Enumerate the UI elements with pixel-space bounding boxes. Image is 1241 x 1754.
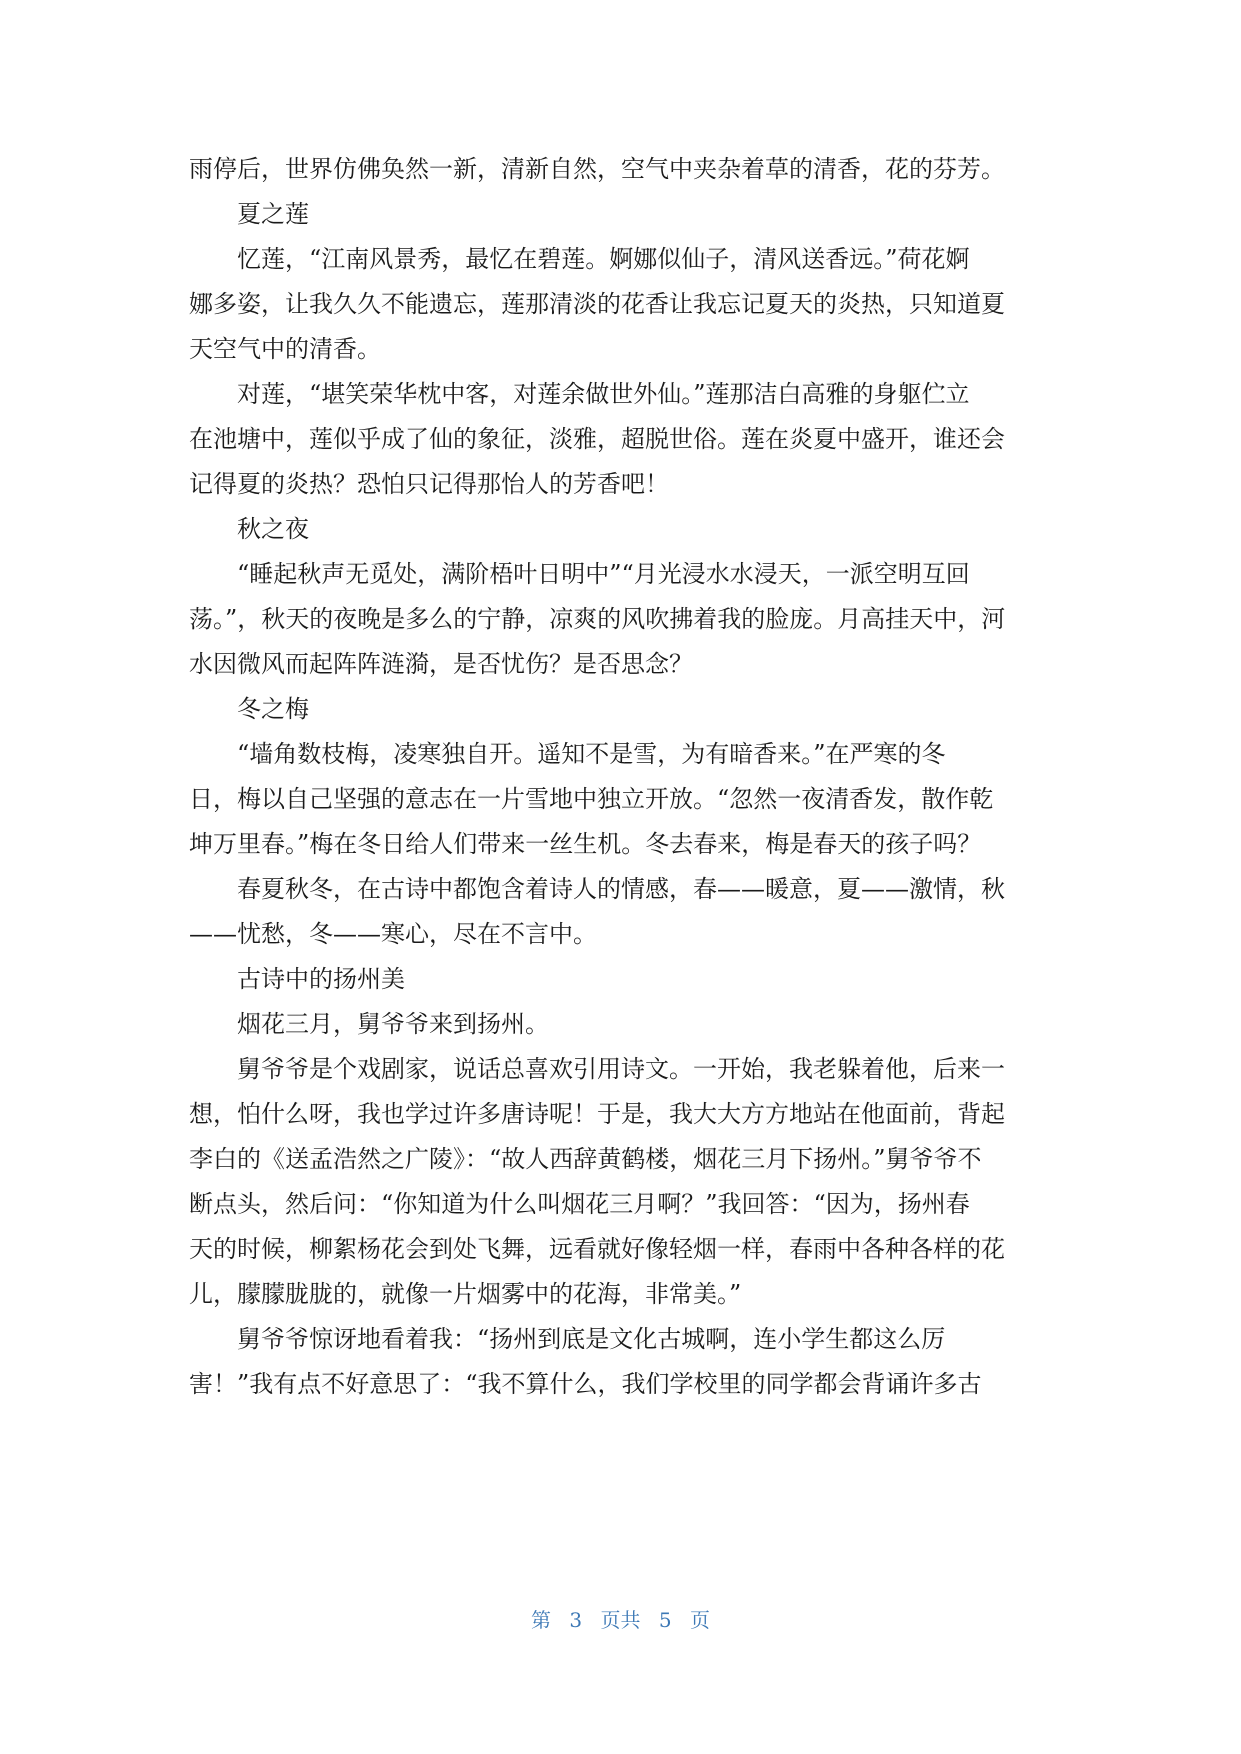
page-footer bbox=[0, 1604, 1241, 1633]
text-line: 断点头，然后问：“你知道为什么叫烟花三月啊？”我回答：“因为，扬州春 bbox=[189, 1190, 970, 1218]
text-line: 天的时候，柳絮杨花会到处飞舞，远看就好像轻烟一样，春雨中各种各样的花 bbox=[189, 1235, 1005, 1263]
text-line: 日，梅以自己坚强的意志在一片雪地中独立开放。“忽然一夜清香发，散作乾 bbox=[189, 785, 994, 813]
text-line: 春夏秋冬，在古诗中都饱含着诗人的情感，春——暖意，夏——激情，秋 bbox=[237, 875, 1005, 903]
footer-total-pages: 5 bbox=[658, 1608, 672, 1632]
text-line: 烟花三月，舅爷爷来到扬州。 bbox=[237, 1010, 549, 1038]
text-line: “睡起秋声无觅处，满阶梧叶日明中”“月光浸水水浸天，一派空明互回 bbox=[237, 560, 970, 588]
footer-label-page: 第 bbox=[531, 1608, 552, 1632]
text-line: 舅爷爷惊讶地看着我：“扬州到底是文化古城啊，连小学生都这么厉 bbox=[237, 1325, 946, 1353]
text-line: “墙角数枝梅，凌寒独自开。遥知不是雪，为有暗香来。”在严寒的冬 bbox=[237, 740, 946, 768]
text-line: 舅爷爷是个戏剧家，说话总喜欢引用诗文。一开始，我老躲着他，后来一 bbox=[237, 1055, 1005, 1083]
text-line: 坤万里春。”梅在冬日给人们带来一丝生机。冬去春来，梅是春天的孩子吗？ bbox=[189, 830, 982, 858]
section-heading-summer: 夏之莲 bbox=[237, 200, 309, 228]
text-line: 忆莲，“江南风景秀，最忆在碧莲。婀娜似仙子，清风送香远。”荷花婀 bbox=[237, 245, 970, 273]
text-line: 荡。”，秋天的夜晚是多么的宁静，凉爽的风吹拂着我的脸庞。月高挂天中，河 bbox=[189, 605, 1006, 633]
text-line: ——忧愁，冬——寒心，尽在不言中。 bbox=[189, 920, 597, 948]
text-line: 对莲，“堪笑荣华枕中客，对莲余做世外仙。”莲那洁白高雅的身躯伫立 bbox=[237, 380, 970, 408]
text-line: 水因微风而起阵阵涟漪，是否忧伤？是否思念？ bbox=[189, 650, 693, 678]
text-line: 害！”我有点不好意思了：“我不算什么，我们学校里的同学都会背诵许多古 bbox=[189, 1370, 982, 1398]
text-line: 李白的《送孟浩然之广陵》：“故人西辞黄鹤楼，烟花三月下扬州。”舅爷爷不 bbox=[189, 1145, 982, 1173]
text-line: 儿，朦朦胧胧的，就像一片烟雾中的花海，非常美。” bbox=[189, 1280, 742, 1308]
footer-label-of: 页共 bbox=[600, 1608, 641, 1632]
text-line: 在池塘中，莲似乎成了仙的象征，淡雅，超脱世俗。莲在炎夏中盛开，谁还会 bbox=[189, 425, 1005, 453]
text-line: 天空气中的清香。 bbox=[189, 335, 381, 363]
footer-current-page: 3 bbox=[569, 1608, 583, 1632]
text-line: 想，怕什么呀，我也学过许多唐诗呢！于是，我大大方方地站在他面前，背起 bbox=[189, 1100, 1005, 1128]
section-heading-winter: 冬之梅 bbox=[237, 695, 309, 723]
section-heading-yangzhou: 古诗中的扬州美 bbox=[237, 965, 405, 993]
section-heading-autumn: 秋之夜 bbox=[237, 515, 309, 543]
footer-label-pages: 页 bbox=[689, 1608, 710, 1632]
text-line: 记得夏的炎热？恐怕只记得那怡人的芳香吧！ bbox=[189, 470, 669, 498]
text-line: 娜多姿，让我久久不能遗忘，莲那清淡的花香让我忘记夏天的炎热，只知道夏 bbox=[189, 290, 1005, 318]
text-line: 雨停后，世界仿佛奂然一新，清新自然，空气中夹杂着草的清香，花的芬芳。 bbox=[189, 155, 1005, 183]
